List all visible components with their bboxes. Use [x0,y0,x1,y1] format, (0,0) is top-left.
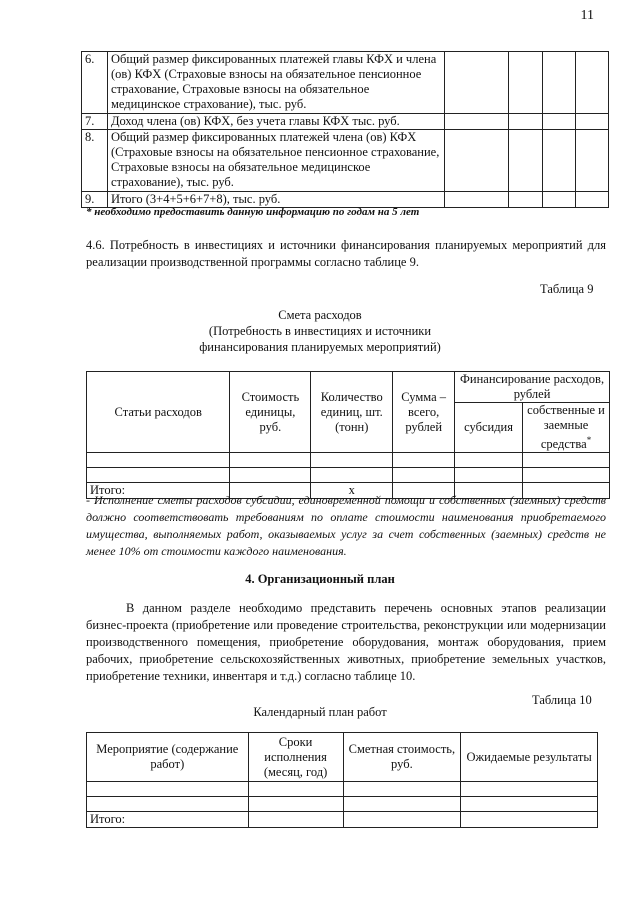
table10-title: Календарный план работ [253,705,387,719]
table9-title-line: финансирования планируемых мероприятий) [199,340,441,354]
table-row [82,130,609,192]
section-4-paragraph: В данном разделе необходимо представить перечень основных этапов реализации бизнес-проекта (приобретение или проведение строительства, реконструкции или модернизации производственного помещения, приобретение оборудования, монтаж оборудования, прием рабочих, приобретение сельскохозяйственных животных, приобретение земельных участков, приобретение техники, инвентаря и т.д.) согласно таблице 10. [86,601,606,683]
col-header-sum: Сумма – всего, рублей [393,372,455,453]
col-header-activity: Мероприятие (содержание работ) [87,733,249,782]
section-4-6-text: 4.6. Потребность в инвестициях и источники финансирования планируемых мероприятий для реализации производственной программы согласно таблице 9. [86,238,606,269]
table9-note: - Исполнение сметы расходов субсидии, единовременной помощи и собственных (заемных) средств должно соответствовать требованиям по оплате стоимости наименования приобретаемого имущества, выполняемых работ, оказываемых услуг за счет собственных (заемных) средств не менее 10% от стоимости каждого наименования. [86,493,606,558]
col-header-cost: Сметная стоимость, руб. [343,733,461,782]
col-header-unit-cost: Стоимость единицы, руб. [230,372,311,453]
table-row [87,453,610,468]
table-row [87,782,598,797]
table9-title-line: Смета расходов [278,308,362,322]
col-header-financing: Финансирование расходов, рублей [455,372,610,403]
section-4-heading: 4. Организационный план [245,572,395,586]
row-number: 8. [82,130,108,192]
row-number: 6. [82,52,108,114]
table-row [87,468,610,483]
row-number: 9. [82,192,108,208]
total-label: Итого: [87,483,230,499]
col-header-terms: Сроки исполнения (месяц, год) [248,733,343,782]
table-row [87,797,598,812]
total-qty: х [311,483,393,499]
row-text: Итого (3+4+5+6+7+8), тыс. руб. [107,192,444,208]
row-number: 7. [82,114,108,130]
table-row [82,52,609,114]
table9-title [120,307,520,355]
col-header-subsidy: субсидия [455,403,523,453]
table10-label: Таблица 10 [532,693,592,707]
table-row [82,114,609,130]
col-header-own: собственные и заемные средства* [523,403,610,453]
table9-label: Таблица 9 [540,282,594,296]
total-label: Итого: [87,812,249,828]
footnote: * необходимо предоставить данную информацию по годам на 5 лет [86,206,420,218]
table10 [86,732,598,828]
col-header-qty: Количество единиц, шт. (тонн) [311,372,393,453]
table-row [87,812,598,828]
col-header-items: Статьи расходов [87,372,230,453]
table9-title-line: (Потребность в инвестициях и источники [208,324,432,338]
row-text: Общий размер фиксированных платежей члена (ов) КФХ (Страховые взносы на обязательное пенсионное страхование, Страховые взносы на обязательное медицинское страхование), тыс. руб. [107,130,444,192]
col-header-results: Ожидаемые результаты [461,733,598,782]
page-number: 11 [580,8,594,23]
table9 [86,371,610,499]
row-text: Общий размер фиксированных платежей главы КФХ и члена (ов) КФХ (Страховые взносы на обязательное пенсионное страхование, Страховые взносы на обязательное медицинское страхование), тыс. руб. [107,52,444,114]
own-mark: * [586,435,592,445]
table-top [81,51,609,208]
row-text: Доход члена (ов) КФХ, без учета главы КФХ тыс. руб. [107,114,444,130]
